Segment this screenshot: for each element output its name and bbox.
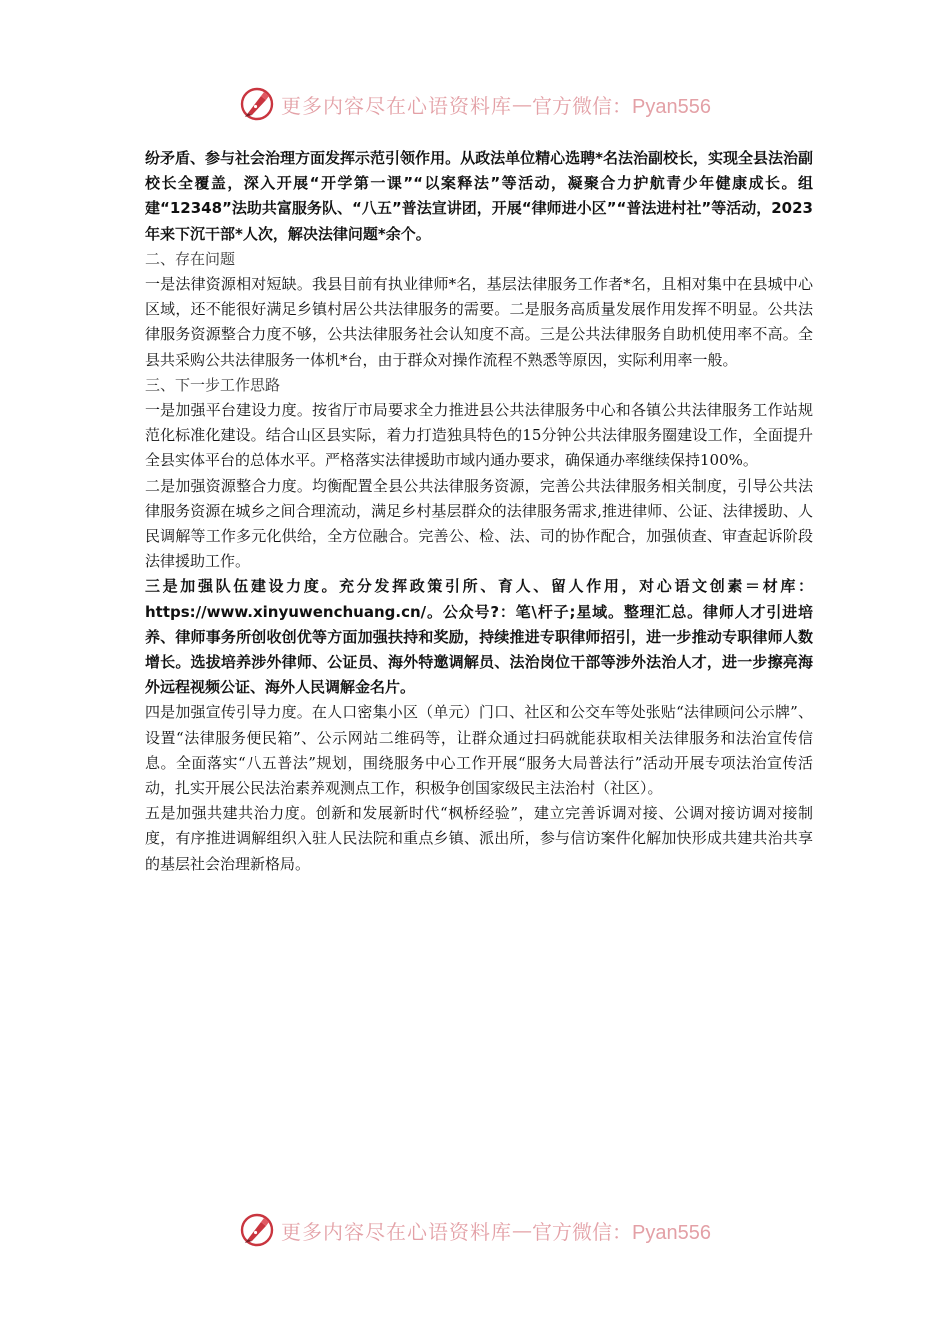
next-steps-paragraph-5: 五是加强共建共治力度。创新和发展新时代“枫桥经验”，建立完善诉调对接、公调对接访调对接制度，有序推进调解组织入驻人民法院和重点乡镇、派出所，参与信访案件化解加快形成共建共治共享的基层社会治理新格局。: [145, 804, 813, 873]
next-steps-paragraph-3: 三是加强队伍建设力度。充分发挥政策引所、育人、留人作用，对心语文创素＝材库：https://www.xinyuwenchuang.cn/。公众号?：笔\杆子;星域。整理汇总。律师人才引进培养、律师事务所创收创优等方面加强扶持和奖励，持续推进专职律师招引，进一步推动专职律师人数增长。选拔培养涉外律师、公证员、海外特邀调解员、法治岗位干部等涉外法治人才，进一步擦亮海外远程视频公证、海外人民调解金名片。: [145, 577, 813, 697]
section-heading-next-steps: 三、下一步工作思路: [145, 375, 281, 394]
pen-nib-icon: [239, 86, 275, 122]
banner-slogan: 更多内容尽在心语资料库: [281, 1219, 513, 1244]
banner-account: 官方微信：Pyan556: [532, 1221, 711, 1244]
header-banner: [0, 82, 950, 126]
footer-banner: [0, 1208, 950, 1252]
banner-account: 官方微信：Pyan556: [532, 95, 711, 118]
next-steps-paragraph-1: 一是加强平台建设力度。按省厅市局要求全力推进县公共法律服务中心和各镇公共法律服务工作站规范化标准化建设。结合山区县实际，着力打造独具特色的15分钟公共法律服务圈建设工作，全面提升全县实体平台的总体水平。严格落实法律援助市域内通办要求，确保通办率继续保持100%。: [145, 401, 813, 470]
pen-nib-icon: [239, 1212, 275, 1248]
next-steps-paragraph-4: 四是加强宣传引导力度。在人口密集小区（单元）门口、社区和公交车等处张贴“法律顾问公示牌”、设置“法律服务便民箱”、公示网站二维码等，让群众通过扫码就能获取相关法律服务和法治宣传信息。全面落实“八五普法”规划，围绕服务中心工作开展“服务大局普法行”活动开展专项法治宣传活动，扎实开展公民法治素养观测点工作，积极争创国家级民主法治村（社区）。: [145, 703, 813, 798]
document-body: [145, 146, 813, 877]
problems-paragraph: 一是法律资源相对短缺。我县目前有执业律师*名，基层法律服务工作者*名，且相对集中在县城中心区域，还不能很好满足乡镇村居公共法律服务的需要。二是服务高质量发展作用发挥不明显。公共法律服务资源整合力度不够，公共法律服务社会认知度不高。三是公共法律服务自助机使用率不高。全县共采购公共法律服务一体机*台，由于群众对操作流程不熟悉等原因，实际利用率一般。: [145, 275, 813, 369]
banner-separator: —: [512, 1218, 533, 1242]
next-steps-paragraph-2: 二是加强资源整合力度。均衡配置全县公共法律服务资源，完善公共法律服务相关制度，引导公共法律服务资源在城乡之间合理流动，满足乡村基层群众的法律服务需求,推进律师、公证、法律援助、人民调解等工作多元化供给，全方位融合。完善公、检、法、司的协作配合，加强侦查、审查起诉阶段法律援助工作。: [145, 476, 813, 571]
banner-slogan: 更多内容尽在心语资料库: [281, 93, 513, 118]
banner-separator: —: [512, 92, 533, 116]
intro-paragraph: 纷矛盾、参与社会治理方面发挥示范引领作用。从政法单位精心选聘*名法治副校长，实现全县法治副校长全覆盖，深入开展“开学第一课”“以案释法”等活动，凝聚合力护航青少年健康成长。组建“12348”法助共富服务队、“八五”普法宣讲团，开展“律师进小区”“普法进村社”等活动，2023年来下沉干部*人次，解决法律问题*余个。: [145, 149, 813, 243]
section-heading-problems: 二、存在问题: [145, 249, 236, 268]
